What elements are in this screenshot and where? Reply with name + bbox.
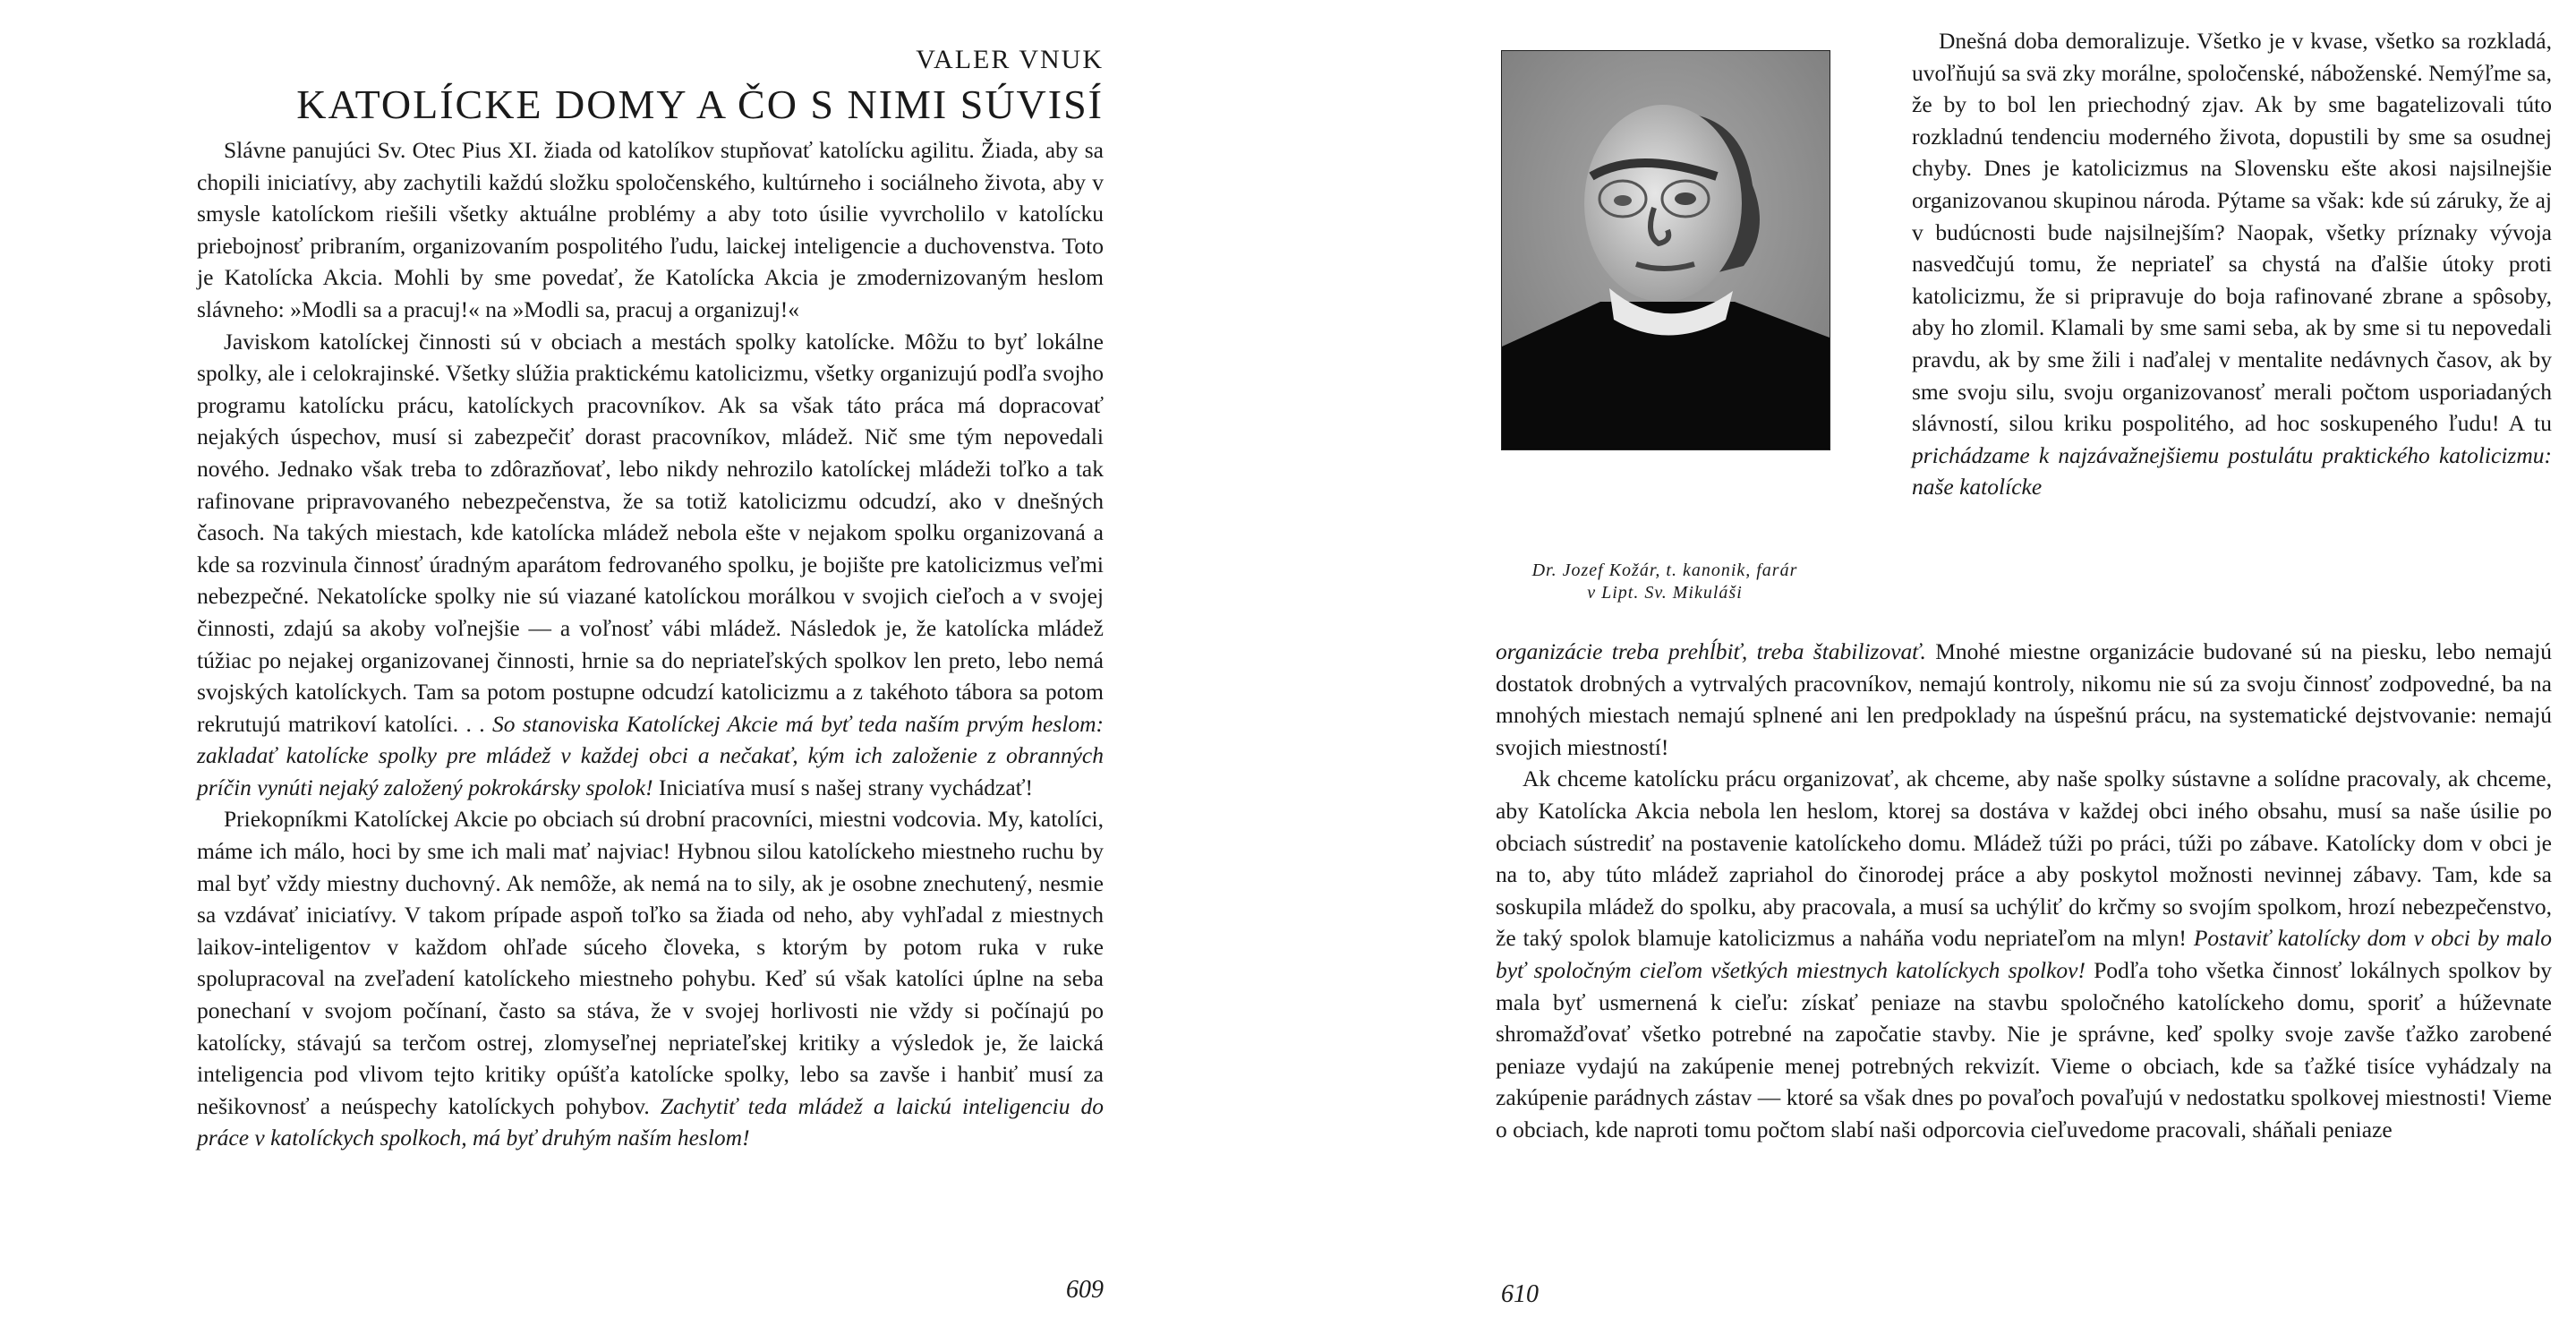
text-run: Slávne panujúci Sv. Otec Pius XI. žiada od katolíkov stupňovať katolícku agilitu. Žiada, aby sa chopili iniciatívy, aby zachytili každú složku spoločenského, kultúrneho i sociálneho života, aby v smysle katolíckom riešili všetky aktuálne problémy a aby toto úsilie vyvrcholilo v katolícku priebojnosť pribraním, organizovaním pospolitého ľudu, laickej inteligencie a duchovenstva. Toto je Katolícka Akcia. Mohli by sme povedať, že Katolícka Akcia je zmodernizovaným heslom slávneho: »Modli sa a pracuj!« na »Modli sa, pracuj a organizuj!« <box>197 137 1104 322</box>
portrait-photo <box>1501 50 1830 450</box>
text-run: Iniciatíva musí s našej strany vychádzať! <box>653 774 1034 800</box>
emphasized-text: Postaviť katolícky dom v obci by malo byť spoločným cieľom všetkých miestnych katolíckych spolkov! <box>1496 925 2552 983</box>
paragraph <box>197 134 1104 326</box>
paragraph <box>197 803 1104 1154</box>
caption-line-2: v Lipt. Sv. Mikuláši <box>1587 583 1743 603</box>
text-run: Mnohé miestne organizácie budované sú na piesku, lebo nemajú dostatok drobných a vytrvalých pracovníkov, nemajú kontroly, nikomu nie sú za svoju činnosť zodpovedné, ba na mnohých miestach nemajú splnené ani len predpoklady na úspešnú prácu, na systematické dejstvovanie: nemajú svojich miestností! <box>1496 638 2552 760</box>
left-page-body <box>197 134 1104 1154</box>
paragraph <box>1496 763 2552 1145</box>
page-number-right: 610 <box>1501 1280 1539 1308</box>
right-column-text <box>1912 25 2552 503</box>
text-run: Ak chceme katolícku prácu organizovať, ak chceme, aby naše spolky sústavne a solídne pracovaly, ak chceme, aby Katolícka Akcia nebola len heslom, ktorej sa dostáva v každej obci iného obsahu, musí sa naše úsilie po obciach sústrediť na postavenie katolíckeho domu. Mládež túži po práci, túži po zábave. Katolícky dom v obci je na to, aby túto mládež zapriahol do činorodej práce a aby poskytol možnosti nevinnej zábavy. Tam, kde sa soskupila mládež do spolku, aby pracovala, a musí sa uchýliť do krčmy so svojím spolkom, hrozí nebezpečenstvo, že taký spolok blamuje katolicizmus a naháňa vodu nepriateľom na mlyn! <box>1496 766 2552 952</box>
portrait-image <box>1502 51 1830 449</box>
text-run: Podľa toho všetka činnosť lokálnych spolkov by mala byť usmernená k cieľu: získať peniaze na stavbu spoločného katolíckeho domu, sporiť a húževnate shromažďovať všetko potrebné na započatie stavby. Nie je správne, keď spolky svoje zavše ťažko zarobené peniaze vydajú na zakúpenie menej potrebných rekvizít. Vieme o obciach, kde sa ťažké tisíce vyhádzaly na zakúpenie parádnych zástav — ktoré sa však dnes po povaľoch povaľujú v nedostatku spolkovej miestnosti! Vieme o obciach, kde naproti tomu počtom slabí naši odporcovia cieľuvedome pracovali, sháňali peniaze <box>1496 956 2553 1142</box>
paragraph <box>1912 25 2552 503</box>
text-run: Priekopníkmi Katolíckej Akcie po obciach sú drobní pracovníci, miestni vodcovia. My, katolíci, máme ich málo, hoci by sme ich mali mať najviac! Hybnou silou katolíckeho miestneho ruchu by mal byť vždy miestny duchovný. Ak nemôže, ak nemá na to sily, ak je osobne znechutený, nesmie sa vzdávať iniciatívy. V takom prípade aspoň toľko sa žiada od neho, aby vyhľadal z miestnych laikov-inteligentov v každom ohľade súceho človeka, s ktorým by potom ruka v ruke spolupracoval na zveľadení katolíckeho miestneho pohybu. Keď sú však katolíci úplne na seba ponechaní v svojom počínaní, často sa stáva, že v svojej horlivosti nie vždy si počínajú po katolícky, stávajú sa terčom ostrej, zlomyseľnej nepriateľskej kritiky a výsledok je, že laická inteligencia pod vlivom tejto kritiky opúšťa katolícke spolky, lebo sa zavše i hanbiť musí za nešikovnosť a neúspechy katolíckych pohybov. <box>197 806 1104 1119</box>
page-number-left: 609 <box>1066 1276 1104 1304</box>
page-610 <box>1288 0 2576 1343</box>
photo-caption <box>1501 560 1829 604</box>
text-run: Dnešná doba demoralizuje. Všetko je v kvase, všetko sa rozkladá, uvoľňujú sa svä zky morálne, spoločenské, náboženské. Nemýľme sa, že by to bol len priechodný zjav. Ak by sme bagatelizovali túto rozkladnú tendenciu moderného života, dopustili by sme sa osudnej chyby. Dnes je katolicizmus na Slovensku ešte akosi najsilnejšie organizovanou skupinou národa. Pýtame sa však: kde sú záruky, že aj v budúcnosti bude najsilnejším? Naopak, všetky príznaky vývoja nasvedčujú tomu, že nepriateľ sa chystá na ďalšie útoky proti katolicizmu, že si pripravuje do boja rafinované zbrane a spôsoby, aby ho zlomil. Klamali by sme sami seba, ak by sme si tu nepovedali pravdu, ak by sme žili i naďalej v mentalite nedávnych časov, ak by sme svoju silu, svoju organizovanosť merali počtom usporiadaných slávností, silou kriku pospolitého, ad hoc soskupeného ľudu! A tu <box>1912 28 2552 437</box>
paragraph <box>1496 636 2552 763</box>
caption-line-1: Dr. Jozef Kožár, t. kanonik, farár <box>1531 560 1798 580</box>
author-name: VALER VNUK <box>916 45 1104 74</box>
emphasized-text: So stanoviska Katolíckej Akcie má byť teda naším prvým heslom: zakladať katolícke spolky pre mládež v každej obci a nečakať, kým ich založenie z obranných príčin vynúti nejaký založený pokrokársky spolok! <box>197 710 1104 800</box>
text-run: Javiskom katolíckej činnosti sú v obciach a mestách spolky katolícke. Môžu to byť lokálne spolky, ale i celokrajinské. Všetky slúžia praktickému katolicizmu, všetky organizujú podľa svojho programu katolícku prácu, katolíckych pracovníkov. Ak sa však táto práca má dopracovať nejakých úspechov, musí si zabezpečiť dorast pracovníkov, mládež. Nič sme tým nepovedali nového. Jednako však treba to zdôrazňovať, lebo nikdy nehrozilo katolíckej mládeži toľko a tak rafinovane pripravovaného nebezpečenstva, že sa totiž katolicizmu odcudzí, ako v dnešných časoch. Na takých miestach, kde katolícka mládež nebola ešte v nejakom spolku organizovaná a kde sa rozvinula činnosť úradným aparátom fedrovaného spolku, je bojište pre katolicizmus veľmi nebezpečné. Nekatolícke spolky nie sú viazané katolíckou morálkou v svojich cieľoch a v svojej činnosti, zdajú sa akoby voľnejšie — a voľnosť vábi mládež. Následok je, že katolícka mládež túžiac po nejakej organizovanej činnosti, hrnie sa do nepriateľských spolkov len preto, lebo nemá svojských katolíckych. Tam sa potom postupne odcudzí katolicizmu a z takéhoto tábora sa potom rekrutujú matrikoví katolíci. . . <box>197 328 1104 737</box>
right-page-body <box>1496 636 2552 1146</box>
paragraph <box>197 326 1104 804</box>
article-title: KATOLÍCKE DOMY A ČO S NIMI SÚVISÍ <box>296 81 1104 127</box>
emphasized-text: Zachytiť teda mládež a laickú inteligenciu do práce v katolíckych spolkoch, má byť druhým naším heslom! <box>197 1092 1104 1151</box>
emphasized-text: organizácie treba prehĺbiť, treba štabilizovať. <box>1496 638 1926 664</box>
emphasized-text: prichádzame k najzávažnejšiemu postulátu praktického katolicizmu: naše katolícke <box>1912 441 2552 500</box>
